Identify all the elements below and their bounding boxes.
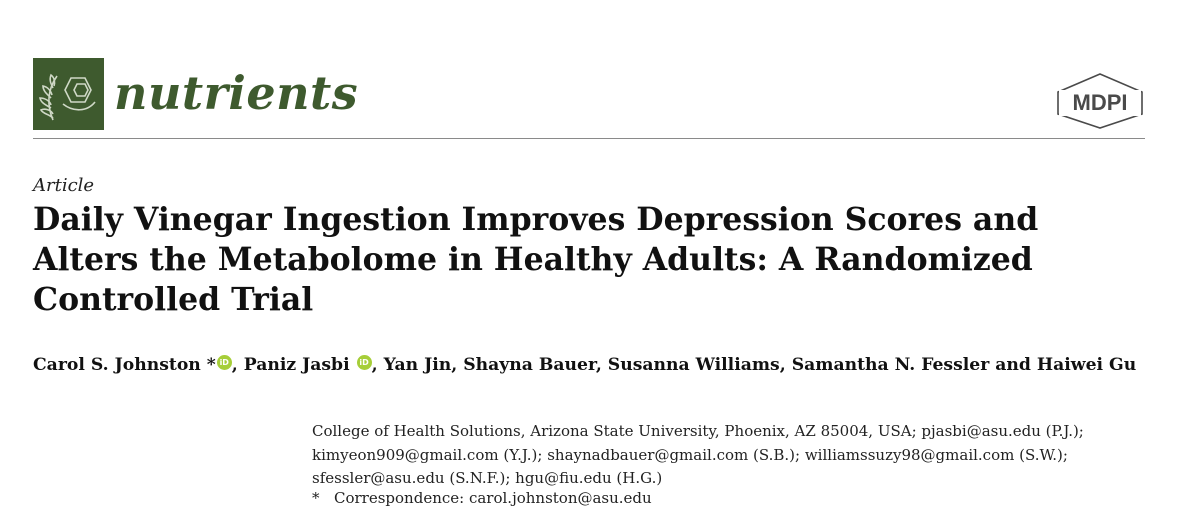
affiliation-line: kimyeon909@gmail.com (Y.J.); shaynadbauer@gmail.com (S.B.); williamssuzy98@gmail.com (S.W.); xyxy=(312,445,1068,464)
author xyxy=(33,355,244,375)
author-separator: , xyxy=(231,355,244,375)
affiliation xyxy=(312,420,1172,491)
correspondence-text[interactable]: Correspondence: carol.johnston@asu.edu xyxy=(334,489,652,507)
author xyxy=(792,355,1037,375)
author-separator: and xyxy=(989,355,1037,375)
correspondence xyxy=(312,487,1172,511)
author-separator: , xyxy=(451,355,464,375)
orcid-icon[interactable]: iD xyxy=(357,355,372,370)
author-marker xyxy=(350,355,356,375)
author-list xyxy=(33,352,1173,378)
author xyxy=(244,355,384,375)
author-separator: , xyxy=(371,355,384,375)
header-divider xyxy=(33,138,1145,139)
author xyxy=(608,355,792,375)
author-name: Haiwei Gu xyxy=(1036,355,1137,375)
author-name: Samantha N. Fessler xyxy=(791,355,990,375)
author xyxy=(463,355,608,375)
affiliation-line: sfessler@asu.edu (S.N.F.); hgu@fiu.edu (H.G.) xyxy=(312,469,663,487)
publisher-name: MDPI xyxy=(1072,90,1128,115)
article-title xyxy=(33,200,1153,320)
author-name: Susanna Williams xyxy=(607,355,780,375)
mdpi-logo-icon xyxy=(1052,72,1148,130)
author-separator: , xyxy=(595,355,608,375)
author-name: Carol S. Johnston xyxy=(33,355,201,375)
journal-logo xyxy=(33,58,104,130)
title-line: Controlled Trial xyxy=(33,281,314,318)
title-line: Daily Vinegar Ingestion Improves Depression Scores and xyxy=(33,201,1039,238)
author-separator: , xyxy=(779,355,792,375)
author-name: Paniz Jasbi xyxy=(243,355,350,375)
journal-name: nutrients xyxy=(114,66,359,120)
orcid-icon[interactable]: iD xyxy=(217,355,232,370)
author xyxy=(384,355,464,375)
affiliation-line: College of Health Solutions, Arizona State University, Phoenix, AZ 85004, USA; pjasbi@asu.edu (P.J.); xyxy=(312,422,1084,440)
title-line: Alters the Metabolome in Healthy Adults: A Randomized xyxy=(33,241,1033,278)
correspondence-marker: * xyxy=(312,489,320,507)
corresponding-marker: * xyxy=(200,355,216,375)
author xyxy=(1037,355,1136,375)
author-name: Yan Jin xyxy=(383,355,452,375)
author-name: Shayna Bauer xyxy=(463,355,596,375)
article-type: Article xyxy=(33,175,95,196)
journal-emblem-icon xyxy=(33,58,104,130)
